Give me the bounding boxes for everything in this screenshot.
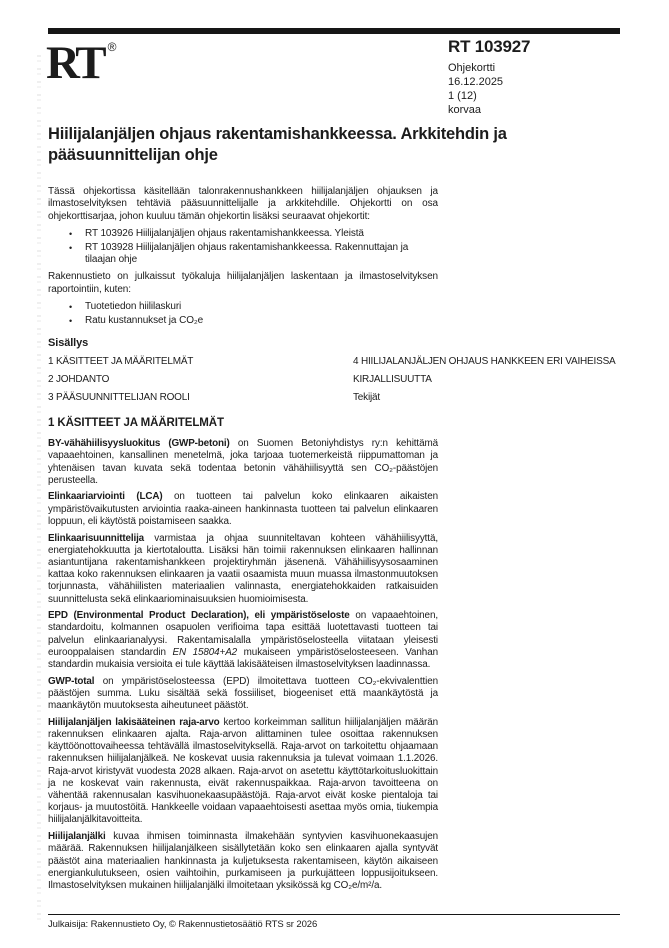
section-1-heading: 1 KÄSITTEET JA MÄÄRITELMÄT: [48, 416, 224, 429]
page-count: 1 (12): [448, 90, 477, 102]
definition-text: varmistaa ja ohjaa suunniteltavan kohteen vähähiilisyyttä, energiatehokkuutta ja kiertotaloutta. Lisäksi hän toimii rakennuksen elinkaaren hallinnan asiantuntijana rakentamishankkeen projektiryhmän jäsenenä. Vähähiilisyysosaaminen kattaa koko rakennuksen elinkaaren ja vaatii osaamista muun muassa ilmastonmuutoksen torjunnasta, vähähiilisten materiaalien valinnasta, energiatehokkaiden ratkaisuiden suunnittelusta sekä elinkaariominaisuuksien huomioimisesta.: [48, 532, 438, 605]
header-rule: [48, 28, 620, 34]
rt-logo: [46, 37, 117, 89]
document-date: 16.12.2025: [448, 76, 504, 88]
tools-list: [48, 301, 438, 327]
document-meta: [448, 37, 530, 117]
list-item: • RT 103928 Hiilijalanjäljen ohjaus rakentamishankkeessa. Rakennuttajan ja tilaajan ohje: [48, 242, 438, 267]
toc-entry: Tekijät: [353, 392, 380, 404]
definition-paragraph: [48, 676, 438, 713]
related-cards-list: [48, 228, 438, 266]
replaces-label: korvaa: [448, 104, 482, 116]
definition-text: on vapaaehtoinen, standardoitu, kolmannen osapuolen verifioima tapa esittää luotettavasti tuotteen tai palvelun elinkaarianalyysi. Rakentamisalalla ympäristöselosteella viitataan yleisesti eurooppalaisen standardin: [48, 610, 438, 658]
definition-paragraph: [48, 533, 438, 606]
document-number: RT 103927: [448, 37, 531, 56]
definition-term: Hiilijalanjäljen lakisääteinen raja-arvo: [48, 716, 220, 728]
definition-term: Elinkaarisuunnittelija: [48, 532, 145, 544]
definition-term: EPD (Environmental Product Declaration), eli ympäristöseloste: [48, 610, 350, 622]
definition-text: kertoo korkeimman sallitun hiilijalanjäljen määrän rakennuksen elinkaaren ajalta. Raja-arvon alittaminen tulee osoittaa rakennuksen käyttöönottovaiheessa tehtävällä ilmastoselvityksellä. Raja-arvot on tarkoitettu ohjaamaan rakennuksen hiilijalanjälkeä. Ne koskevat uusia rakennuksia ja tulevat voimaan 1.1.2026. Raja-arvot kiristyvät vuodesta 2028 alkaen. Raja-arvot on asetettu käyttötarkoitusluokittain ja ne koskevat vain rakennusta, eivät rakennuspaikkaa. Raja-arvon tavoitteena on vähentää rakennusalan kasvihuonekaasupäästöjä. Raja-arvot eivät koske pientaloja tai korjaus- ja muutostöitä. Hankkeelle voidaan vapaaehtoisesti asettaa myös omia, tiukempia hiilijalanjälkitavoitteita.: [48, 716, 438, 826]
definition-paragraph: [48, 717, 438, 827]
definition-term: GWP-total: [48, 675, 95, 687]
definition-paragraph: [48, 438, 438, 487]
document-body: [48, 186, 624, 897]
rt-logo-text: RT: [46, 37, 104, 89]
toc-entry: 4 HIILIJALANJÄLJEN OHJAUS HANKKEEN ERI VAIHEISSA: [353, 356, 616, 368]
definition-paragraph: [48, 491, 438, 528]
standard-reference: EN 15804+A2: [172, 646, 238, 658]
list-item: • RT 103926 Hiilijalanjäljen ohjaus rakentamishankkeessa. Yleistä: [48, 228, 438, 240]
definition-text: on ympäristöselosteessa (EPD) ilmoitettava tuotteen CO₂-ekvivalenttien päästöjen summa. Luku sisältää sekä fossiiliset, biogeeniset että maankäytöstä ja maankäytön muutoksesta aiheutuneet päästöt.: [48, 675, 438, 712]
list-item: • Ratu kustannukset ja CO₂e: [48, 315, 438, 327]
definition-text: kuvaa ihmisen toiminnasta ilmakehään syntyvien kasvihuonekaasujen määrää. Rakennuksen hiilijalanjälkeen sisällytetään koko sen elinkaaren ajalla syntyvät päästöt aina materiaalien hankinnasta ja kuljetuksesta rakentamiseen, käytön aikaiseen energiankulutukseen, osien vaihtoihin, purkamiseen ja purkujätteen loppusijoitukseen. Ilmastoselvityksen mukainen hiilijalanjälki ilmoitetaan yksikössä kg CO₂e/m²/a.: [48, 831, 438, 891]
list-item: • Tuotetiedon hiililaskuri: [48, 301, 438, 313]
toc-entry: 1 KÄSITTEET JA MÄÄRITELMÄT: [48, 356, 194, 368]
definition-text: on tuotteen tai palvelun koko elinkaaren aikaisten ympäristövaikutusten arviointia raaka-aineen hankinnasta tuotteen tai palvelun elinkaaren loppuun, eli käytöstä poistamiseen saakka.: [48, 491, 438, 527]
definition-paragraph: [48, 610, 438, 671]
tools-paragraph: Rakennustieto on julkaissut työkaluja hiilijalanjäljen laskentaan ja ilmastoselvityksen raportointiin, kuten:: [48, 271, 438, 295]
registered-trademark-icon: ®: [107, 40, 117, 54]
publisher-line: Julkaisija: Rakennustieto Oy, © Rakennustietosäätiö RTS sr 2026: [48, 919, 318, 930]
document-type: Ohjekortti: [448, 62, 496, 74]
toc-heading: Sisällys: [48, 337, 89, 350]
publisher-footer: [48, 914, 620, 930]
toc-entry: 3 PÄÄSUUNNITTELIJAN ROOLI: [48, 392, 190, 404]
definition-paragraph: [48, 831, 438, 892]
left-edge-licence-print: [37, 55, 41, 925]
page-title: Hiilijalanjäljen ohjaus rakentamishankkeessa. Arkkitehdin ja pääsuunnittelijan ohje: [48, 125, 507, 164]
definition-text: mukaiseen ympäristöselosteeseen. Vanhan standardin mukaisia versioita ei tule käyttää lakisääteisen ilmastoselvityksen laadinnassa.: [48, 646, 438, 671]
definition-text: on Suomen Betoniyhdistys ry:n kehittämä vapaaehtoinen, kansallinen menetelmä, joka tarjoaa tuotemerkeistä riippumattoman ja yhtenäisen tavan kuvata sekä todentaa betonin vähähiilisyyttä sen CO₂-päästöjen perusteella.: [48, 438, 438, 486]
definition-term: Elinkaariarviointi (LCA): [48, 491, 163, 503]
toc-entry: 2 JOHDANTO: [48, 374, 110, 386]
definition-term: Hiilijalanjälki: [48, 831, 106, 843]
definition-term: BY-vähähiilisyysluokitus (GWP-betoni): [48, 438, 230, 450]
table-of-contents: [48, 356, 624, 404]
intro-paragraph: Tässä ohjekortissa käsitellään talonrakennushankkeen hiilijalanjäljen ohjauksen ja ilmastoselvityksen tehtäviä pääsuunnittelijalle ja arkkitehdille. Ohjekortti on osa ohjekorttisarjaa, johon kuuluu tämän ohjekortin lisäksi seuraavat ohjekortit:: [48, 186, 438, 222]
toc-entry: KIRJALLISUUTTA: [353, 374, 432, 386]
